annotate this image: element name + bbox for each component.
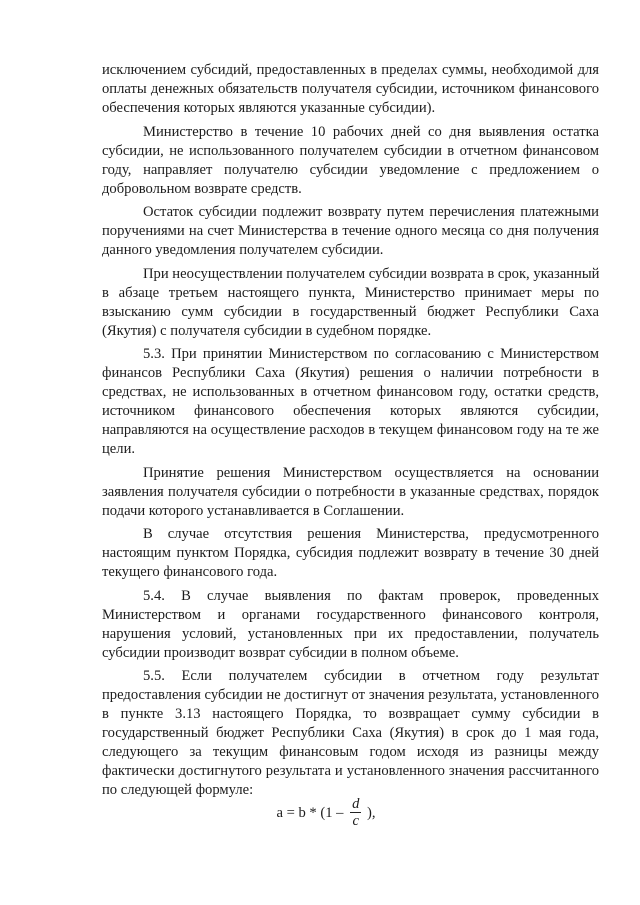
formula-fraction — [350, 797, 361, 829]
paragraph — [102, 667, 599, 800]
text-line: году, направляет получателю субсидии уведомление с предложением о — [102, 161, 599, 178]
paragraph — [102, 525, 599, 582]
text-line: подачи которого устанавливается в Соглашении. — [102, 502, 405, 519]
paragraph — [102, 587, 599, 663]
paragraph — [102, 345, 599, 459]
formula-prefix: a = b * (1 – — [276, 804, 344, 821]
text-line: добровольном возврате средств. — [102, 180, 302, 197]
text-line: финансов Республики Саха (Якутия) решения о наличии потребности в — [102, 365, 599, 381]
formula-numerator: d — [352, 796, 360, 812]
text-line: Министерством и органами государственного финансового контроля, — [102, 606, 599, 623]
text-line: направляются на осуществление расходов в текущем финансовом году на те же — [102, 422, 599, 438]
text-line: Принятие решения Министерством осуществляется на основании — [143, 464, 599, 481]
text-line: средствах, не использованных в отчетном финансовом году, остатки средств, — [102, 384, 599, 400]
paragraph — [102, 265, 599, 341]
text-line: цели. — [102, 441, 136, 457]
text-line: 5.3. При принятии Министерством по согласованию с Министерством — [143, 346, 599, 362]
text-line: данного уведомления получателем субсидии. — [102, 242, 384, 258]
text-line: 5.5. Если получателем субсидии в отчетном году результат — [143, 668, 599, 684]
text-line: следующего за текущим финансовым годом исходя из разницы между — [102, 744, 599, 760]
text-line: по следующей формуле: — [102, 782, 254, 798]
text-line: в абзаце третьем настоящего пункта, Министерство принимает меры по — [102, 284, 599, 301]
formula — [0, 797, 640, 829]
text-line: (Якутия) с получателя субсидии в судебном порядке. — [102, 322, 432, 339]
paragraph — [102, 123, 599, 199]
formula-denominator: c — [352, 813, 359, 829]
text-line: в пункте 3.13 настоящего Порядка, то возвращает сумму субсидии в — [102, 706, 599, 722]
text-line: государственный бюджет Республики Саха (Якутия) в срок до 1 мая года, — [102, 725, 599, 741]
paragraph — [102, 61, 599, 118]
text-line: В случае отсутствия решения Министерства, предусмотренного — [143, 526, 599, 542]
document-body — [102, 61, 599, 800]
paragraph — [102, 203, 599, 260]
text-line: фактически достигнутого результата и установленного значения рассчитанного — [102, 763, 599, 779]
text-line: настоящим пунктом Порядка, субсидия подлежит возврату в течение 30 дней — [102, 545, 599, 561]
text-line: источником финансового обеспечения которых являются субсидии, — [102, 403, 599, 419]
text-line: текущего финансового года. — [102, 564, 278, 580]
text-line: предоставления субсидии не достигнут от значения результата, установленного — [102, 687, 599, 703]
formula-suffix: ), — [367, 804, 376, 821]
text-line: взысканию сумм субсидии в государственный бюджет Республики Саха — [102, 303, 599, 320]
text-line: оплаты денежных обязательств получателя субсидии, источником финансового — [102, 81, 599, 97]
text-line: 5.4. В случае выявления по фактам проверок, проведенных — [143, 587, 599, 604]
text-line: заявления получателя субсидии о потребности в указанные средствах, порядок — [102, 483, 599, 500]
paragraph — [102, 464, 599, 521]
text-line: субсидии производит возврат субсидии в полном объеме. — [102, 644, 459, 661]
text-line: нарушения условий, установленных при их предоставлении, получатель — [102, 625, 599, 642]
text-line: субсидии, не использованного получателем субсидии в отчетном финансовом — [102, 142, 599, 159]
text-line: поручениями на счет Министерства в течение одного месяца со дня получения — [102, 223, 599, 239]
text-line: исключением субсидий, предоставленных в пределах суммы, необходимой для — [102, 62, 599, 78]
text-line: Министерство в течение 10 рабочих дней со дня выявления остатка — [143, 123, 599, 140]
text-line: При неосуществлении получателем субсидии возврата в срок, указанный — [143, 265, 600, 282]
text-line: Остаток субсидии подлежит возврату путем перечисления платежными — [143, 204, 599, 220]
text-line: обеспечения которых являются указанные субсидии). — [102, 100, 436, 116]
